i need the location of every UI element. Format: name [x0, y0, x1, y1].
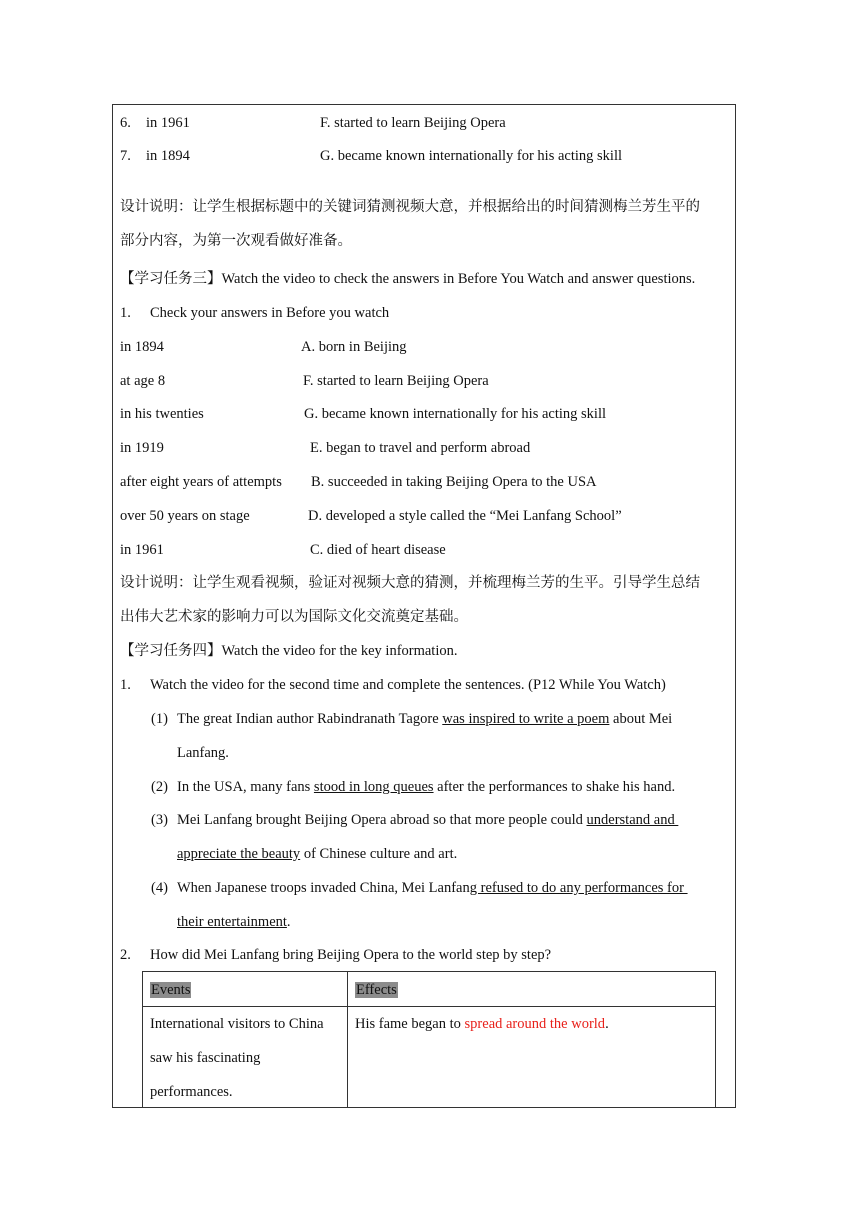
- sentence-num: (2): [151, 779, 168, 795]
- answer-time: in his twenties: [120, 406, 204, 422]
- answer-blank: stood in long queues: [313, 779, 434, 795]
- task3-item-text: Check your answers in Before you watch: [150, 305, 390, 321]
- answer-time: over 50 years on stage: [120, 508, 250, 524]
- sentence-3: Mei Lanfang brought Beijing Opera abroad so that more people could understand and: [177, 812, 679, 828]
- design-note-line: 设计说明：让学生根据标题中的关键词猜测视频大意，并根据给出的时间猜测梅兰芳生平的: [120, 199, 700, 215]
- sentence-4-cont: their entertainment.: [177, 914, 291, 930]
- match-time: in 1894: [146, 148, 190, 164]
- table-cell-event: performances.: [150, 1084, 233, 1100]
- sentence-num: (4): [151, 880, 168, 896]
- task4-header: 【学习任务四】Watch the video for the key information.: [120, 643, 458, 659]
- design-note-line: 设计说明：让学生观看视频，验证对视频大意的猜测，并梳理梅兰芳的生平。引导学生总结: [120, 575, 700, 591]
- match-event: F. started to learn Beijing Opera: [320, 115, 506, 131]
- match-num: 7.: [120, 148, 131, 164]
- task4-q1-text: Watch the video for the second time and complete the sentences. (P12 While You Watch): [150, 677, 666, 693]
- sentence-num: (3): [151, 812, 168, 828]
- table-row-divider: [143, 1006, 715, 1007]
- answer-time: in 1961: [120, 542, 164, 558]
- task3-item-num: 1.: [120, 305, 131, 321]
- task4-q1-num: 1.: [120, 677, 131, 693]
- table-header-events: Events: [151, 982, 191, 998]
- table-col-divider: [347, 972, 348, 1107]
- match-time: in 1961: [146, 115, 190, 131]
- match-num: 6.: [120, 115, 131, 131]
- answer-event: C. died of heart disease: [310, 542, 446, 558]
- table-cell-event: saw his fascinating: [150, 1050, 261, 1066]
- answer-time: after eight years of attempts: [120, 474, 282, 490]
- answer-blank: appreciate the beauty: [177, 846, 301, 862]
- answer-event: E. began to travel and perform abroad: [310, 440, 531, 456]
- answer-event: D. developed a style called the “Mei Lanfang School”: [308, 508, 622, 524]
- sentence-3-cont: appreciate the beauty of Chinese culture and art.: [177, 846, 458, 862]
- answer-blank: their entertainment: [177, 914, 287, 930]
- answer-time: in 1894: [120, 339, 164, 355]
- answer-time: at age 8: [120, 373, 166, 389]
- sentence-1-cont: Lanfang.: [177, 745, 229, 761]
- task4-q2-text: How did Mei Lanfang bring Beijing Opera to the world step by step?: [150, 947, 552, 963]
- answer-blank: was inspired to write a poem: [442, 711, 610, 727]
- answer-event: B. succeeded in taking Beijing Opera to the USA: [311, 474, 597, 490]
- answer-blank: g refused to do any performances for: [469, 880, 688, 896]
- answer-event: F. started to learn Beijing Opera: [303, 373, 489, 389]
- table-cell-event: International visitors to China: [150, 1016, 324, 1032]
- design-note-line: 部分内容，为第一次观看做好准备。: [120, 233, 352, 249]
- sentence-2: In the USA, many fans stood in long queues after the performances to shake his hand.: [177, 779, 676, 795]
- sentence-num: (1): [151, 711, 168, 727]
- design-note-line: 出伟大艺术家的影响力可以为国际文化交流奠定基础。: [120, 609, 468, 625]
- answer-red: spread around the world: [464, 1016, 606, 1032]
- answer-event: G. became known internationally for his acting skill: [304, 406, 607, 422]
- match-event: G. became known internationally for his acting skill: [320, 148, 623, 164]
- sentence-4: When Japanese troops invaded China, Mei Lanfang refused to do any performances for: [177, 880, 688, 896]
- answer-time: in 1919: [120, 440, 164, 456]
- table-header-effects: Effects: [356, 982, 397, 998]
- task3-header: 【学习任务三】Watch the video to check the answers in Before You Watch and answer questions.: [120, 271, 696, 287]
- sentence-1: The great Indian author Rabindranath Tagore was inspired to write a poem about Mei: [177, 711, 673, 727]
- task4-q2-num: 2.: [120, 947, 131, 963]
- table-cell-effect: His fame began to spread around the world.: [355, 1016, 609, 1032]
- answer-blank: understand and: [586, 812, 679, 828]
- answer-event: A. born in Beijing: [301, 339, 407, 355]
